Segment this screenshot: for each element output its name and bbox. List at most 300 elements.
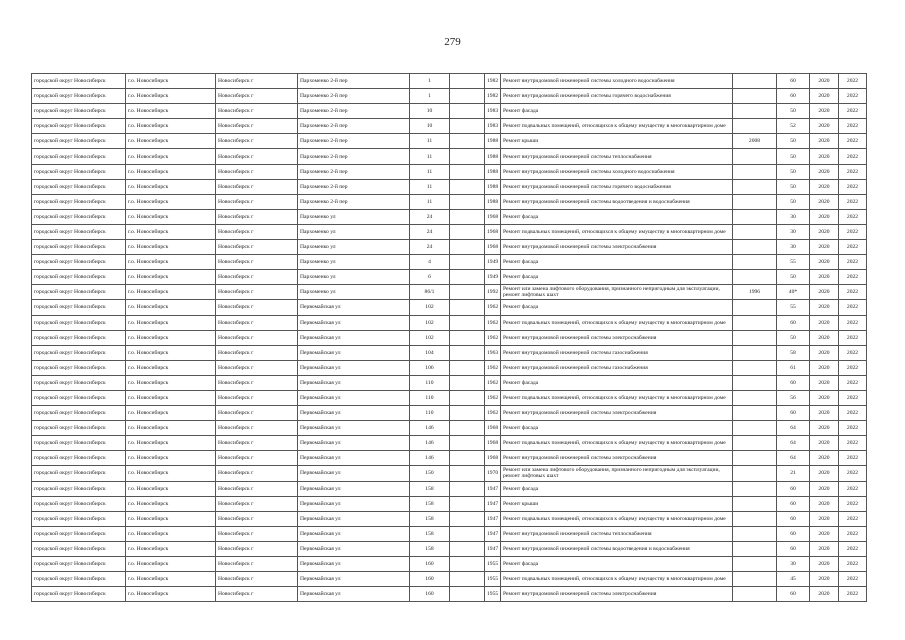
building-cell (450, 209, 485, 224)
locality-cell: Новосибирск г (216, 541, 298, 556)
house-number-cell: 146 (410, 436, 450, 451)
work-type-cell: Ремонт внутридомовой инженерной системы горячего водоснабжения (501, 89, 733, 104)
building-cell (450, 240, 485, 255)
street-cell: Пархоменко 2-й пер (298, 104, 410, 119)
wear-percent-cell: 50 (777, 149, 810, 164)
municipality-cell: городской округ Новосибирск (32, 104, 126, 119)
house-number-cell: 158 (410, 541, 450, 556)
last-repair-year-cell (733, 390, 777, 405)
street-cell: Пархоменко ул (298, 255, 410, 270)
municipality-cell: городской округ Новосибирск (32, 481, 126, 496)
street-cell: Первомайская ул (298, 572, 410, 587)
wear-percent-cell: 60 (777, 526, 810, 541)
locality-cell: Новосибирск г (216, 164, 298, 179)
wear-percent-cell: 30 (777, 240, 810, 255)
street-cell: Пархоменко 2-й пер (298, 74, 410, 89)
street-cell: Первомайская ул (298, 315, 410, 330)
street-cell: Пархоменко ул (298, 209, 410, 224)
start-year-cell: 2020 (810, 285, 839, 300)
municipality-cell: городской округ Новосибирск (32, 496, 126, 511)
start-year-cell: 2020 (810, 451, 839, 466)
start-year-cell: 2020 (810, 421, 839, 436)
building-cell (450, 149, 485, 164)
municipality-cell: городской округ Новосибирск (32, 134, 126, 149)
table-row (32, 74, 867, 89)
table-row (32, 466, 867, 481)
end-year-cell: 2022 (839, 179, 867, 194)
year-built-cell: 1962 (485, 360, 501, 375)
end-year-cell: 2022 (839, 511, 867, 526)
start-year-cell: 2020 (810, 194, 839, 209)
work-type-cell: Ремонт внутридомовой инженерной системы теплоснабжения (501, 149, 733, 164)
municipality-cell: городской округ Новосибирск (32, 466, 126, 481)
start-year-cell: 2020 (810, 224, 839, 239)
building-cell (450, 345, 485, 360)
municipality-cell: городской округ Новосибирск (32, 89, 126, 104)
municipality-cell: городской округ Новосибирск (32, 255, 126, 270)
start-year-cell: 2020 (810, 330, 839, 345)
last-repair-year-cell (733, 587, 777, 602)
municipality-cell: городской округ Новосибирск (32, 149, 126, 164)
locality-cell: Новосибирск г (216, 436, 298, 451)
wear-percent-cell: 40* (777, 285, 810, 300)
district-cell: г.о. Новосибирск (126, 179, 216, 194)
end-year-cell: 2022 (839, 496, 867, 511)
district-cell: г.о. Новосибирск (126, 194, 216, 209)
start-year-cell: 2020 (810, 255, 839, 270)
work-type-cell: Ремонт фасада (501, 557, 733, 572)
year-built-cell: 1988 (485, 194, 501, 209)
table-row (32, 421, 867, 436)
street-cell: Пархоменко ул (298, 285, 410, 300)
last-repair-year-cell (733, 511, 777, 526)
municipality-cell: городской округ Новосибирск (32, 436, 126, 451)
work-type-cell: Ремонт фасада (501, 481, 733, 496)
house-number-cell: 104 (410, 345, 450, 360)
year-built-cell: 1970 (485, 466, 501, 481)
work-type-cell: Ремонт фасада (501, 104, 733, 119)
locality-cell: Новосибирск г (216, 179, 298, 194)
start-year-cell: 2020 (810, 74, 839, 89)
street-cell: Первомайская ул (298, 360, 410, 375)
work-type-cell: Ремонт подвальных помещений, относящихся к общему имуществу в многоквартирном доме (501, 511, 733, 526)
municipality-cell: городской округ Новосибирск (32, 375, 126, 390)
district-cell: г.о. Новосибирск (126, 390, 216, 405)
table-row (32, 572, 867, 587)
work-type-cell: Ремонт внутридомовой инженерной системы электроснабжения (501, 406, 733, 421)
last-repair-year-cell (733, 74, 777, 89)
street-cell: Первомайская ул (298, 345, 410, 360)
locality-cell: Новосибирск г (216, 209, 298, 224)
start-year-cell: 2020 (810, 149, 839, 164)
street-cell: Пархоменко 2-й пер (298, 179, 410, 194)
table-row (32, 345, 867, 360)
table-row (32, 360, 867, 375)
start-year-cell: 2020 (810, 300, 839, 315)
locality-cell: Новосибирск г (216, 330, 298, 345)
house-number-cell: 150 (410, 466, 450, 481)
district-cell: г.о. Новосибирск (126, 209, 216, 224)
district-cell: г.о. Новосибирск (126, 300, 216, 315)
street-cell: Пархоменко ул (298, 224, 410, 239)
end-year-cell: 2022 (839, 466, 867, 481)
last-repair-year-cell (733, 345, 777, 360)
street-cell: Пархоменко ул (298, 240, 410, 255)
wear-percent-cell: 56 (777, 390, 810, 405)
start-year-cell: 2020 (810, 270, 839, 285)
start-year-cell: 2020 (810, 390, 839, 405)
table-row (32, 104, 867, 119)
start-year-cell: 2020 (810, 345, 839, 360)
locality-cell: Новосибирск г (216, 149, 298, 164)
end-year-cell: 2022 (839, 345, 867, 360)
building-cell (450, 285, 485, 300)
work-type-cell: Ремонт фасада (501, 209, 733, 224)
last-repair-year-cell (733, 406, 777, 421)
house-number-cell: 6 (410, 270, 450, 285)
district-cell: г.о. Новосибирск (126, 345, 216, 360)
street-cell: Пархоменко 2-й пер (298, 89, 410, 104)
street-cell: Первомайская ул (298, 330, 410, 345)
wear-percent-cell: 55 (777, 300, 810, 315)
building-cell (450, 526, 485, 541)
table-row (32, 526, 867, 541)
street-cell: Пархоменко 2-й пер (298, 134, 410, 149)
last-repair-year-cell (733, 541, 777, 556)
year-built-cell: 1949 (485, 270, 501, 285)
start-year-cell: 2020 (810, 375, 839, 390)
municipality-cell: городской округ Новосибирск (32, 209, 126, 224)
wear-percent-cell: 60 (777, 406, 810, 421)
district-cell: г.о. Новосибирск (126, 74, 216, 89)
house-number-cell: 146 (410, 421, 450, 436)
street-cell: Первомайская ул (298, 541, 410, 556)
district-cell: г.о. Новосибирск (126, 587, 216, 602)
wear-percent-cell: 60 (777, 375, 810, 390)
last-repair-year-cell (733, 224, 777, 239)
municipality-cell: городской округ Новосибирск (32, 194, 126, 209)
locality-cell: Новосибирск г (216, 421, 298, 436)
street-cell: Первомайская ул (298, 300, 410, 315)
year-built-cell: 1968 (485, 224, 501, 239)
work-type-cell: Ремонт внутридомовой инженерной системы водоотведения и водоснабжения (501, 194, 733, 209)
last-repair-year-cell (733, 315, 777, 330)
table-row (32, 300, 867, 315)
wear-percent-cell: 50 (777, 134, 810, 149)
last-repair-year-cell (733, 119, 777, 134)
district-cell: г.о. Новосибирск (126, 375, 216, 390)
district-cell: г.о. Новосибирск (126, 496, 216, 511)
building-cell (450, 104, 485, 119)
year-built-cell: 1949 (485, 255, 501, 270)
work-type-cell: Ремонт крыши (501, 496, 733, 511)
end-year-cell: 2022 (839, 194, 867, 209)
wear-percent-cell: 60 (777, 89, 810, 104)
municipality-cell: городской округ Новосибирск (32, 224, 126, 239)
street-cell: Первомайская ул (298, 526, 410, 541)
district-cell: г.о. Новосибирск (126, 436, 216, 451)
street-cell: Первомайская ул (298, 451, 410, 466)
work-type-cell: Ремонт подвальных помещений, относящихся к общему имуществу в многоквартирном доме (501, 119, 733, 134)
building-cell (450, 270, 485, 285)
house-number-cell: 24 (410, 209, 450, 224)
locality-cell: Новосибирск г (216, 134, 298, 149)
work-type-cell: Ремонт внутридомовой инженерной системы горячего водоснабжения (501, 179, 733, 194)
street-cell: Пархоменко 2-й пер (298, 164, 410, 179)
start-year-cell: 2020 (810, 164, 839, 179)
wear-percent-cell: 21 (777, 466, 810, 481)
wear-percent-cell: 50 (777, 104, 810, 119)
wear-percent-cell: 61 (777, 360, 810, 375)
table-row (32, 511, 867, 526)
page-number: 279 (444, 36, 461, 48)
last-repair-year-cell (733, 496, 777, 511)
street-cell: Первомайская ул (298, 436, 410, 451)
street-cell: Первомайская ул (298, 511, 410, 526)
wear-percent-cell: 60 (777, 315, 810, 330)
building-cell (450, 451, 485, 466)
table-row (32, 119, 867, 134)
district-cell: г.о. Новосибирск (126, 481, 216, 496)
end-year-cell: 2022 (839, 390, 867, 405)
wear-percent-cell: 52 (777, 119, 810, 134)
building-cell (450, 481, 485, 496)
start-year-cell: 2020 (810, 209, 839, 224)
municipality-cell: городской округ Новосибирск (32, 451, 126, 466)
start-year-cell: 2020 (810, 119, 839, 134)
end-year-cell: 2022 (839, 240, 867, 255)
start-year-cell: 2020 (810, 466, 839, 481)
year-built-cell: 1983 (485, 119, 501, 134)
work-type-cell: Ремонт подвальных помещений, относящихся к общему имуществу в многоквартирном доме (501, 390, 733, 405)
municipality-cell: городской округ Новосибирск (32, 360, 126, 375)
locality-cell: Новосибирск г (216, 360, 298, 375)
year-built-cell: 1962 (485, 375, 501, 390)
municipality-cell: городской округ Новосибирск (32, 557, 126, 572)
year-built-cell: 1968 (485, 240, 501, 255)
last-repair-year-cell (733, 149, 777, 164)
locality-cell: Новосибирск г (216, 119, 298, 134)
district-cell: г.о. Новосибирск (126, 572, 216, 587)
start-year-cell: 2020 (810, 240, 839, 255)
building-cell (450, 421, 485, 436)
last-repair-year-cell (733, 451, 777, 466)
wear-percent-cell: 64 (777, 421, 810, 436)
district-cell: г.о. Новосибирск (126, 224, 216, 239)
building-cell (450, 496, 485, 511)
end-year-cell: 2022 (839, 481, 867, 496)
table-row (32, 255, 867, 270)
wear-percent-cell: 50 (777, 270, 810, 285)
building-cell (450, 406, 485, 421)
building-cell (450, 375, 485, 390)
wear-percent-cell: 60 (777, 496, 810, 511)
wear-percent-cell: 30 (777, 557, 810, 572)
last-repair-year-cell (733, 104, 777, 119)
wear-percent-cell: 58 (777, 345, 810, 360)
district-cell: г.о. Новосибирск (126, 285, 216, 300)
last-repair-year-cell (733, 436, 777, 451)
district-cell: г.о. Новосибирск (126, 406, 216, 421)
end-year-cell: 2022 (839, 164, 867, 179)
municipality-cell: городской округ Новосибирск (32, 572, 126, 587)
building-cell (450, 164, 485, 179)
end-year-cell: 2022 (839, 285, 867, 300)
end-year-cell: 2022 (839, 74, 867, 89)
wear-percent-cell: 30 (777, 224, 810, 239)
last-repair-year-cell (733, 194, 777, 209)
wear-percent-cell: 60 (777, 541, 810, 556)
table-row (32, 481, 867, 496)
district-cell: г.о. Новосибирск (126, 315, 216, 330)
building-cell (450, 134, 485, 149)
locality-cell: Новосибирск г (216, 526, 298, 541)
table-row (32, 330, 867, 345)
year-built-cell: 1968 (485, 209, 501, 224)
work-type-cell: Ремонт фасада (501, 421, 733, 436)
municipality-cell: городской округ Новосибирск (32, 511, 126, 526)
start-year-cell: 2020 (810, 134, 839, 149)
house-number-cell: 110 (410, 390, 450, 405)
locality-cell: Новосибирск г (216, 300, 298, 315)
building-cell (450, 557, 485, 572)
end-year-cell: 2022 (839, 557, 867, 572)
table-row (32, 149, 867, 164)
year-built-cell: 1982 (485, 74, 501, 89)
locality-cell: Новосибирск г (216, 74, 298, 89)
end-year-cell: 2022 (839, 89, 867, 104)
district-cell: г.о. Новосибирск (126, 240, 216, 255)
last-repair-year-cell (733, 255, 777, 270)
last-repair-year-cell (733, 330, 777, 345)
year-built-cell: 1968 (485, 451, 501, 466)
municipality-cell: городской округ Новосибирск (32, 270, 126, 285)
year-built-cell: 1968 (485, 436, 501, 451)
work-type-cell: Ремонт подвальных помещений, относящихся к общему имуществу в многоквартирном доме (501, 572, 733, 587)
last-repair-year-cell (733, 179, 777, 194)
locality-cell: Новосибирск г (216, 481, 298, 496)
wear-percent-cell: 60 (777, 74, 810, 89)
locality-cell: Новосибирск г (216, 390, 298, 405)
table-row (32, 436, 867, 451)
locality-cell: Новосибирск г (216, 345, 298, 360)
municipality-cell: городской округ Новосибирск (32, 315, 126, 330)
building-cell (450, 300, 485, 315)
end-year-cell: 2022 (839, 255, 867, 270)
end-year-cell: 2022 (839, 224, 867, 239)
building-cell (450, 74, 485, 89)
start-year-cell: 2020 (810, 315, 839, 330)
table-row (32, 240, 867, 255)
house-number-cell: 86/1 (410, 285, 450, 300)
year-built-cell: 1982 (485, 89, 501, 104)
building-cell (450, 330, 485, 345)
house-number-cell: 24 (410, 240, 450, 255)
year-built-cell: 1963 (485, 345, 501, 360)
table-row (32, 224, 867, 239)
work-type-cell: Ремонт внутридомовой инженерной системы холодного водоснабжения (501, 74, 733, 89)
table-row (32, 390, 867, 405)
building-cell (450, 436, 485, 451)
end-year-cell: 2022 (839, 134, 867, 149)
district-cell: г.о. Новосибирск (126, 451, 216, 466)
municipality-cell: городской округ Новосибирск (32, 119, 126, 134)
end-year-cell: 2022 (839, 406, 867, 421)
building-cell (450, 511, 485, 526)
work-type-cell: Ремонт подвальных помещений, относящихся к общему имуществу в многоквартирном доме (501, 315, 733, 330)
wear-percent-cell: 50 (777, 194, 810, 209)
start-year-cell: 2020 (810, 436, 839, 451)
start-year-cell: 2020 (810, 89, 839, 104)
start-year-cell: 2020 (810, 496, 839, 511)
municipality-cell: городской округ Новосибирск (32, 74, 126, 89)
last-repair-year-cell (733, 375, 777, 390)
street-cell: Пархоменко ул (298, 270, 410, 285)
locality-cell: Новосибирск г (216, 511, 298, 526)
district-cell: г.о. Новосибирск (126, 360, 216, 375)
end-year-cell: 2022 (839, 526, 867, 541)
wear-percent-cell: 60 (777, 587, 810, 602)
municipality-cell: городской округ Новосибирск (32, 285, 126, 300)
locality-cell: Новосибирск г (216, 315, 298, 330)
year-built-cell: 1947 (485, 481, 501, 496)
district-cell: г.о. Новосибирск (126, 541, 216, 556)
wear-percent-cell: 30 (777, 209, 810, 224)
building-cell (450, 466, 485, 481)
end-year-cell: 2022 (839, 360, 867, 375)
district-cell: г.о. Новосибирск (126, 134, 216, 149)
municipality-cell: городской округ Новосибирск (32, 587, 126, 602)
building-cell (450, 179, 485, 194)
work-type-cell: Ремонт подвальных помещений, относящихся к общему имуществу в многоквартирном доме (501, 224, 733, 239)
wear-percent-cell: 50 (777, 164, 810, 179)
house-number-cell: 11 (410, 134, 450, 149)
start-year-cell: 2020 (810, 406, 839, 421)
last-repair-year-cell (733, 466, 777, 481)
end-year-cell: 2022 (839, 375, 867, 390)
end-year-cell: 2022 (839, 104, 867, 119)
year-built-cell: 1947 (485, 496, 501, 511)
wear-percent-cell: 50 (777, 179, 810, 194)
district-cell: г.о. Новосибирск (126, 330, 216, 345)
street-cell: Первомайская ул (298, 496, 410, 511)
year-built-cell: 1962 (485, 300, 501, 315)
locality-cell: Новосибирск г (216, 496, 298, 511)
house-number-cell: 11 (410, 179, 450, 194)
street-cell: Пархоменко 2-й пер (298, 149, 410, 164)
work-type-cell: Ремонт подвальных помещений, относящихся к общему имуществу в многоквартирном доме (501, 436, 733, 451)
house-number-cell: 110 (410, 406, 450, 421)
table-row (32, 587, 867, 602)
wear-percent-cell: 60 (777, 481, 810, 496)
table-row (32, 315, 867, 330)
last-repair-year-cell: 1996 (733, 285, 777, 300)
work-type-cell: Ремонт внутридомовой инженерной системы холодного водоснабжения (501, 164, 733, 179)
end-year-cell: 2022 (839, 209, 867, 224)
building-cell (450, 89, 485, 104)
table-row (32, 496, 867, 511)
last-repair-year-cell (733, 557, 777, 572)
last-repair-year-cell (733, 421, 777, 436)
street-cell: Пархоменко 2-й пер (298, 194, 410, 209)
end-year-cell: 2022 (839, 436, 867, 451)
last-repair-year-cell (733, 89, 777, 104)
last-repair-year-cell (733, 300, 777, 315)
year-built-cell: 1992 (485, 285, 501, 300)
year-built-cell: 1968 (485, 421, 501, 436)
work-type-cell: Ремонт фасада (501, 270, 733, 285)
building-cell (450, 572, 485, 587)
